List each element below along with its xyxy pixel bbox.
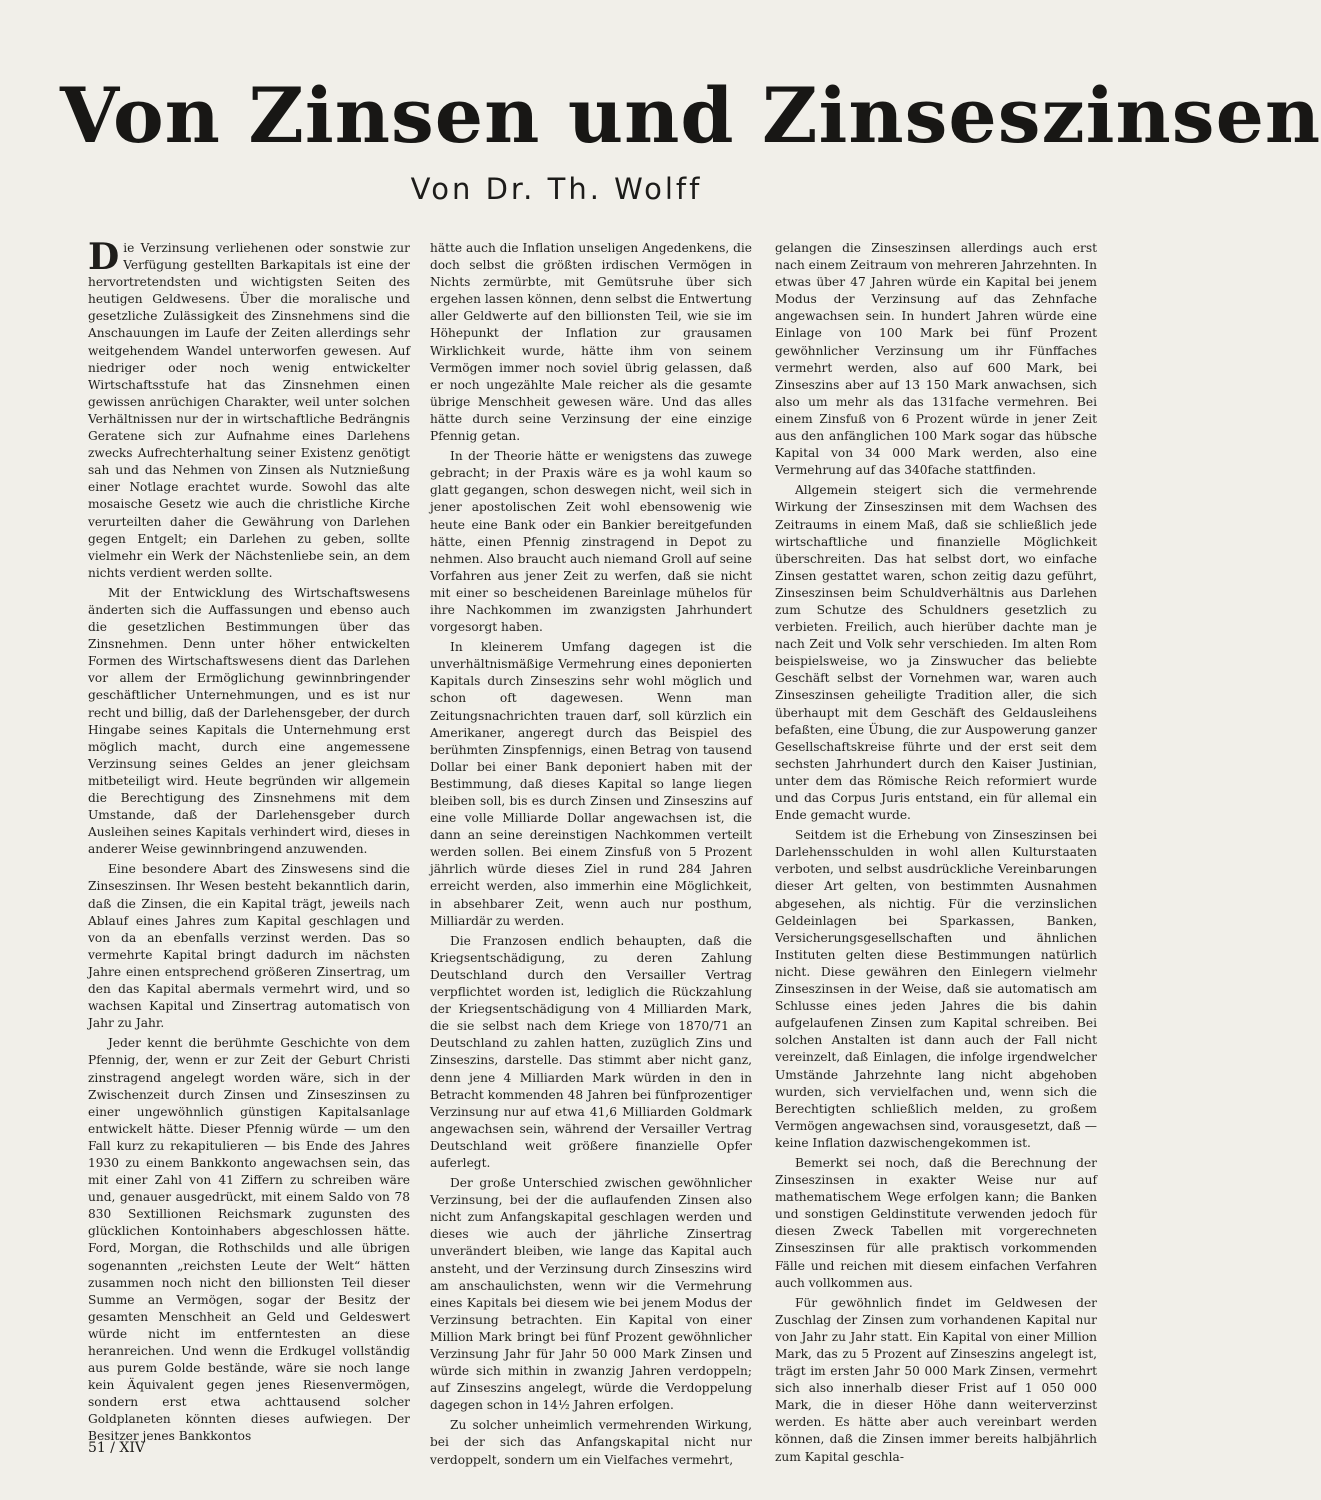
paragraph: Jeder kennt die berühmte Geschichte von dem Pfennig, der, wenn er zur Zeit der Geburt Christi zinstragend angelegt worden wäre, sich in der Zwischenzeit durch Zinsen und Zinseszinsen zu einer ungewöhnlich günstigen Kapitalsanlage entwickelt hätte. Dieser Pfennig würde — um den Fall kurz zu rekapitulieren — bis Ende des Jahres 1930 zu einem Bankkonto angewachsen sein, das mit einer Zahl von 41 Ziffern zu schreiben wäre und, genauer ausgedrückt, mit einem Saldo von 78 830 Sextillionen Reichsmark zugunsten des glücklichen Kontoinhabers abgeschlossen hätte. Ford, Morgan, die Rothschilds und alle übrigen sogenannten „reichsten Leute der Welt“ hätten zusammen noch nicht den billionsten Teil dieser Summe an Vermögen, sogar der Besitz der gesamten Menschheit an Geld und Geldeswert würde nicht im entferntesten an diese heranreichen. Und wenn die Erdkugel vollständig aus purem Golde bestände, wäre sie noch lange kein Äquivalent gegen jenes Riesenvermögen, sondern erst etwa achttausend solcher Goldplaneten könnten dieses aufwiegen. Der Besitzer jenes Bankkontos (88, 1036, 410, 1444)
paragraph: Bemerkt sei noch, daß die Berechnung der Zinseszinsen in exakter Weise nur auf mathematischem Wege erfolgen kann; die Banken und sonstigen Geldinstitute verwenden jedoch für diesen Zweck Tabellen mit vorgerechneten Zinseszinsen für alle praktisch vorkommenden Fälle und reichen mit diesem einfachen Verfahren auch vollkommen aus. (775, 1155, 1097, 1290)
text-column-3 (775, 240, 1098, 1464)
paragraph (88, 236, 410, 582)
drop-cap: D (88, 236, 120, 278)
paragraph: Der große Unterschied zwischen gewöhnlicher Verzinsung, bei der die auflaufenden Zinsen also nicht zum Anfangskapital geschlagen werden und dieses wie auch der jährliche Zinsertrag unverändert bleiben, wie lange das Kapital auch ansteht, und der Verzinsung durch Zinseszins wird am anschaulichsten, wenn wir die Vermehrung eines Kapitals bei diesem wie bei jenem Modus der Verzinsung betrachten. Ein Kapital von einer Million Mark bringt bei fünf Prozent gewöhnlicher Verzinsung Jahr für Jahr 50 000 Mark Zinsen und würde sich mithin in zwanzig Jahren verdoppeln; auf Zinseszins angelegt, würde die Verdoppelung dagegen schon in 14½ Jahren erfolgen. (430, 1176, 752, 1413)
paragraph: gelangen die Zinseszinsen allerdings auch erst nach einem Zeitraum von mehreren Jahrzehnten. In etwas über 47 Jahren würde ein Kapital bei jenem Modus der Verzinsung auf das Zehnfache angewachsen sein. In hundert Jahren würde eine Einlage von 100 Mark bei fünf Prozent gewöhnlicher Verzinsung um ihr Fünffaches vermehrt werden, also auf 600 Mark, bei Zinseszins aber auf 13 150 Mark anwachsen, sich also um mehr als das 131fache vermehren. Bei einem Zinsfuß von 6 Prozent würde in jener Zeit aus den anfänglichen 100 Mark sogar das hübsche Kapital von 34 000 Mark werden, also eine Vermehrung auf das 340fache stattfinden. (775, 241, 1098, 478)
paragraph: In der Theorie hätte er wenigstens das zuwege gebracht; in der Praxis wäre es ja wohl kaum so glatt gegangen, schon deswegen nicht, weil sich in jener apostolischen Zeit wohl ebensowenig wie heute eine Bank oder ein Bankier bereitgefunden hätte, einen Pfennig zinstragend in Depot zu nehmen. Also braucht auch niemand Groll auf seine Vorfahren aus jener Zeit zu werfen, daß sie nicht mit einer so bescheidenen Bareinlage mühelos für ihre Nachkommen im zwanzigsten Jahrhundert vorgesorgt haben. (430, 449, 752, 635)
page-number: 51 / XIV (88, 1440, 146, 1456)
paragraph: Allgemein steigert sich die vermehrende Wirkung der Zinseszinsen mit dem Wachsen des Zeitraums in einem Maß, daß sie schließlich jede wirtschaftliche und finanzielle Möglichkeit überschreiten. Das hat selbst dort, wo einfache Zinsen gestattet waren, schon zeitig dazu geführt, Zinseszinsen beim Schuldverhältnis aus Darlehen zum Schutze des Schuldners gesetzlich zu verbieten. Freilich, auch hierüber dachte man je nach Zeit und Volk sehr verschieden. Im alten Rom beispielsweise, wo ja Zinswucher das beliebte Geschäft selbst der Vornehmen war, waren auch Zinseszinsen geheiligte Tradition aller, die sich überhaupt mit dem Geschäft des Geldausleihens befaßten, eine Übung, die zur Auspowerung ganzer Gesellschaftskreise führte und der erst seit dem sechsten Jahrhundert durch den Kaiser Justinian, unter dem das Römische Reich reformiert wurde und das Corpus Juris entstand, ein für allemal ein Ende gemacht wurde. (775, 483, 1097, 823)
article-byline: Von Dr. Th. Wolff (410, 172, 703, 206)
paragraph: Zu solcher unheimlich vermehrenden Wirkung, bei der sich das Anfangskapital nicht nur verdoppelt, sondern um ein Vielfaches vermehrt, (430, 1418, 752, 1467)
paragraph-text: ie Verzinsung verliehenen oder sonstwie zur Verfügung gestellten Barkapitals ist eine der hervortretendsten und wichtigsten Seiten des heutigen Geldwesens. Über die moralische und gesetzliche Zulässigkeit des Zinsnehmens sind die Anschauungen im Laufe der Zeiten allerdings sehr weitgehendem Wandel unterworfen gewesen. Auf niedriger oder noch wenig entwickelter Wirtschaftsstufe hat das Zinsnehmen einen gewissen anrüchigen Charakter, weil unter solchen Verhältnissen nur der in wirtschaftliche Bedrängnis Geratene sich zur Aufnahme eines Darlehens zwecks Aufrechterhaltung seiner Existenz genötigt sah und das Nehmen von Zinsen als Nutznießung einer Notlage erachtet wurde. Sowohl das alte mosaische Gesetz wie auch die christliche Kirche verurteilten daher die Gewährung von Darlehen gegen Entgelt; ein Darlehen zu geben, sollte vielmehr ein Werk der Nächstenliebe sein, an dem nichts verdient werden sollte. (88, 241, 410, 580)
paragraph: hätte auch die Inflation unseligen Angedenkens, die doch selbst die größten irdischen Vermögen in Nichts zermürbte, mit Gemütsruhe über sich ergehen lassen können, denn selbst die Entwertung aller Geldwerte auf den billionsten Teil, wie sie im Höhepunkt der Inflation zur grausamen Wirklichkeit wurde, hätte ihm von seinem Vermögen immer noch soviel übrig gelassen, daß er noch ungezählte Male reicher als die gesamte übrige Menschheit gewesen wäre. Und das alles hätte durch seine Verzinsung der eine einzige Pfennig getan. (430, 241, 752, 444)
text-column-2 (430, 240, 752, 1467)
paragraph: Für gewöhnlich findet im Geldwesen der Zuschlag der Zinsen zum vorhandenen Kapital nur von Jahr zu Jahr statt. Ein Kapital von einer Million Mark, das zu 5 Prozent auf Zinseszins angelegt ist, trägt im ersten Jahr 50 000 Mark Zinsen, vermehrt sich also innerhalb dieser Frist auf 1 050 000 Mark, die in dieser Höhe dann weiterverzinst werden. Es hätte aber auch vereinbart werden können, daß die Zinsen immer bereits halbjährlich zum Kapital geschla- (775, 1295, 1097, 1464)
paragraph: Mit der Entwicklung des Wirtschaftswesens änderten sich die Auffassungen und ebenso auch die gesetzlichen Bestimmungen über das Zinsnehmen. Denn unter höher entwickelten Formen des Wirtschaftswesens dient das Darlehen vor allem der Ermöglichung gewinnbringender geschäftlicher Unternehmungen, und es ist nur recht und billig, daß der Darlehensgeber, der durch Hingabe seines Kapitals die Unternehmung erst möglich macht, durch eine angemessene Verzinsung seines Geldes an jener gleichsam mitbeteiligt wird. Heute begründen wir allgemein die Berechtigung des Zinsnehmens mit dem Umstande, daß der Darlehensgeber durch Ausleihen seines Kapitals verhindert wird, dieses in anderer Weise gewinnbringend anzuwenden. (88, 585, 410, 857)
paragraph: Seitdem ist die Erhebung von Zinseszinsen bei Darlehensschulden in wohl allen Kulturstaaten verboten, und selbst ausdrückliche Vereinbarungen dieser Art gelten, von bestimmten Ausnahmen abgesehen, als nichtig. Für die verzinslichen Geldeinlagen bei Sparkassen, Banken, Versicherungsgesellschaften und ähnlichen Instituten gelten diese Bestimmungen natürlich nicht. Diese gewähren den Einlegern vielmehr Zinseszinsen in der Weise, daß sie automatisch am Schlusse eines jeden Jahres die bis dahin aufgelaufenen Zinsen zum Kapital schreiben. Bei solchen Anstalten ist dann auch der Fall nicht vereinzelt, daß Einlagen, die infolge irgendwelcher Umstände Jahrzehnte lang nicht abgehoben wurden, sich vervielfachen und, wenn sich die Berechtigten schließlich melden, zu großem Vermögen angewachsen sind, vorausgesetzt, daß — keine Inflation dazwischengekommen ist. (775, 828, 1097, 1150)
text-column-1 (88, 236, 410, 1444)
paragraph: Eine besondere Abart des Zinswesens sind die Zinseszinsen. Ihr Wesen besteht bekanntlich darin, daß die Zinsen, die ein Kapital trägt, jeweils nach Ablauf eines Jahres zum Kapital geschlagen und von da an ebenfalls verzinst werden. Das so vermehrte Kapital bringt dadurch im nächsten Jahre einen entsprechend größeren Zinsertrag, um den das Kapital abermals vermehrt wird, und so wachsen Kapital und Zinsertrag automatisch von Jahr zu Jahr. (88, 862, 410, 1031)
article-title: Von Zinsen und Zinseszinsen (60, 71, 1321, 160)
paragraph: In kleinerem Umfang dagegen ist die unverhältnismäßige Vermehrung eines deponierten Kapitals durch Zinseszins sehr wohl möglich und schon oft dagewesen. Wenn man Zeitungsnachrichten trauen darf, soll kürzlich ein Amerikaner, angeregt durch das Beispiel des berühmten Zinspfennigs, einen Betrag von tausend Dollar bei einer Bank deponiert haben mit der Bestimmung, daß dieses Kapital so lange liegen bleiben soll, bis es durch Zinsen und Zinseszins auf eine volle Milliarde Dollar angewachsen ist, die dann an seine dereinstigen Nachkommen verteilt werden sollen. Bei einem Zinsfuß von 5 Prozent jährlich würde dieses Ziel in rund 284 Jahren erreicht werden, also immerhin eine Möglichkeit, in absehbarer Zeit, wenn auch nur posthum, Milliardär zu werden. (430, 640, 752, 928)
paragraph: Die Franzosen endlich behaupten, daß die Kriegsentschädigung, zu deren Zahlung Deutschland durch den Versailler Vertrag verpflichtet worden ist, lediglich die Rückzahlung der Kriegsentschädigung von 4 Milliarden Mark, die sie selbst nach dem Kriege von 1870/71 an Deutschland zu zahlen hatten, zuzüglich Zins und Zinseszins, darstelle. Das stimmt aber nicht ganz, denn jene 4 Milliarden Mark würden in den in Betracht kommenden 48 Jahren bei fünfprozentiger Verzinsung nur auf etwa 41,6 Milliarden Goldmark angewachsen sein, während der Versailler Vertrag Deutschland weit größere finanzielle Opfer auferlegt. (430, 933, 752, 1170)
